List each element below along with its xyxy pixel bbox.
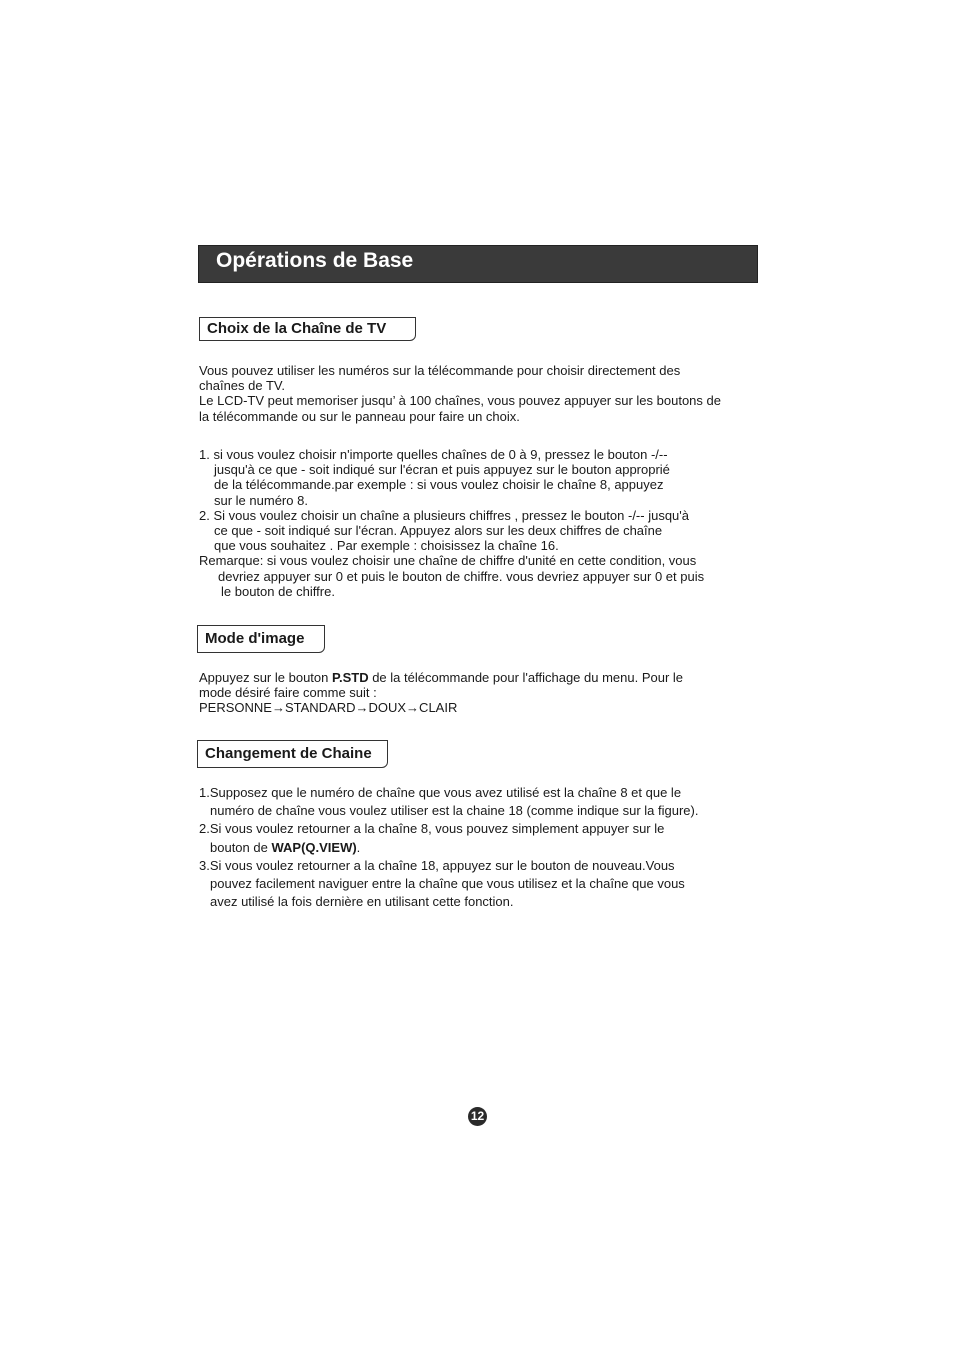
text-line (199, 670, 683, 685)
text-fragment: Appuyez sur le bouton (199, 670, 332, 685)
text-line: PERSONNE→STANDARD→DOUX→CLAIR (199, 700, 458, 716)
text-line: avez utilisé la fois dernière en utilisant cette fonction. (210, 894, 514, 910)
text-line: numéro de chaîne vous voulez utiliser est la chaine 18 (comme indique sur la figure). (210, 803, 699, 819)
section1-steps (199, 447, 704, 599)
text-line: mode désiré faire comme suit : (199, 685, 377, 701)
text-line: 3.Si vous voulez retourner a la chaîne 18, appuyez sur le bouton de nouveau.Vous (199, 857, 675, 873)
text-line (199, 839, 698, 857)
text-line: 1. si vous voulez choisir n'importe quelles chaînes de 0 à 9, pressez le bouton -/-- (199, 447, 668, 462)
text-line: que vous souhaitez . Par exemple : choisissez la chaîne 16. (214, 538, 559, 554)
section2-body (199, 670, 683, 716)
text-fragment: de la télécommande pour l'affichage du menu. Pour le (368, 670, 684, 685)
section-heading-channel-change: Changement de Chaine (197, 740, 388, 768)
text-line: de la télécommande.par exemple : si vous voulez choisir le chaîne 8, appuyez (214, 477, 664, 493)
button-name-pstd: P.STD (331, 670, 369, 685)
page-number-badge: 12 (468, 1107, 487, 1126)
text-line: 2.Si vous voulez retourner a la chaîne 8, vous pouvez simplement appuyer sur le (199, 821, 665, 837)
text-line: Vous pouvez utiliser les numéros sur la télécommande pour choisir directement des (199, 363, 681, 378)
text-line: chaînes de TV. (199, 378, 286, 394)
button-name-wap: WAP(Q.VIEW) (271, 839, 357, 855)
text-line: 1.Supposez que le numéro de chaîne que vous avez utilisé est la chaîne 8 et que le (199, 785, 682, 800)
text-line: pouvez facilement naviguer entre la chaîne que vous utilisez et la chaîne que vous (210, 876, 685, 892)
section3-body (199, 784, 698, 911)
text-line: ce que - soit indiqué sur l'écran. Appuyez alors sur les deux chiffres de chaîne (214, 523, 663, 539)
text-fragment: bouton de (210, 839, 272, 855)
text-line: le bouton de chiffre. (221, 583, 335, 599)
section1-intro (199, 363, 721, 424)
section-heading-picture-mode: Mode d'image (197, 625, 325, 653)
text-line: Le LCD-TV peut memoriser jusqu’ à 100 chaînes, vous pouvez appuyer sur les boutons de (199, 393, 721, 409)
text-line: devriez appuyer sur 0 et puis le bouton de chiffre. vous devriez appuyer sur 0 et puis (218, 568, 705, 584)
page-title: Opérations de Base (216, 249, 414, 272)
text-line: jusqu'à ce que - soit indiqué sur l'écran et puis appuyez sur le bouton approprié (214, 462, 670, 478)
text-line: la télécommande ou sur le panneau pour faire un choix. (199, 408, 520, 424)
text-line: Remarque: si vous voulez choisir une chaîne de chiffre d'unité en cette condition, vous (199, 553, 697, 569)
section-heading-channel-choice: Choix de la Chaîne de TV (199, 317, 416, 341)
text-line: 2. Si vous voulez choisir un chaîne a plusieurs chiffres , pressez le bouton -/-- jusqu'à (199, 507, 689, 523)
text-line: sur le numéro 8. (214, 492, 308, 508)
text-fragment: . (356, 839, 361, 855)
page-header-bar (198, 245, 758, 283)
